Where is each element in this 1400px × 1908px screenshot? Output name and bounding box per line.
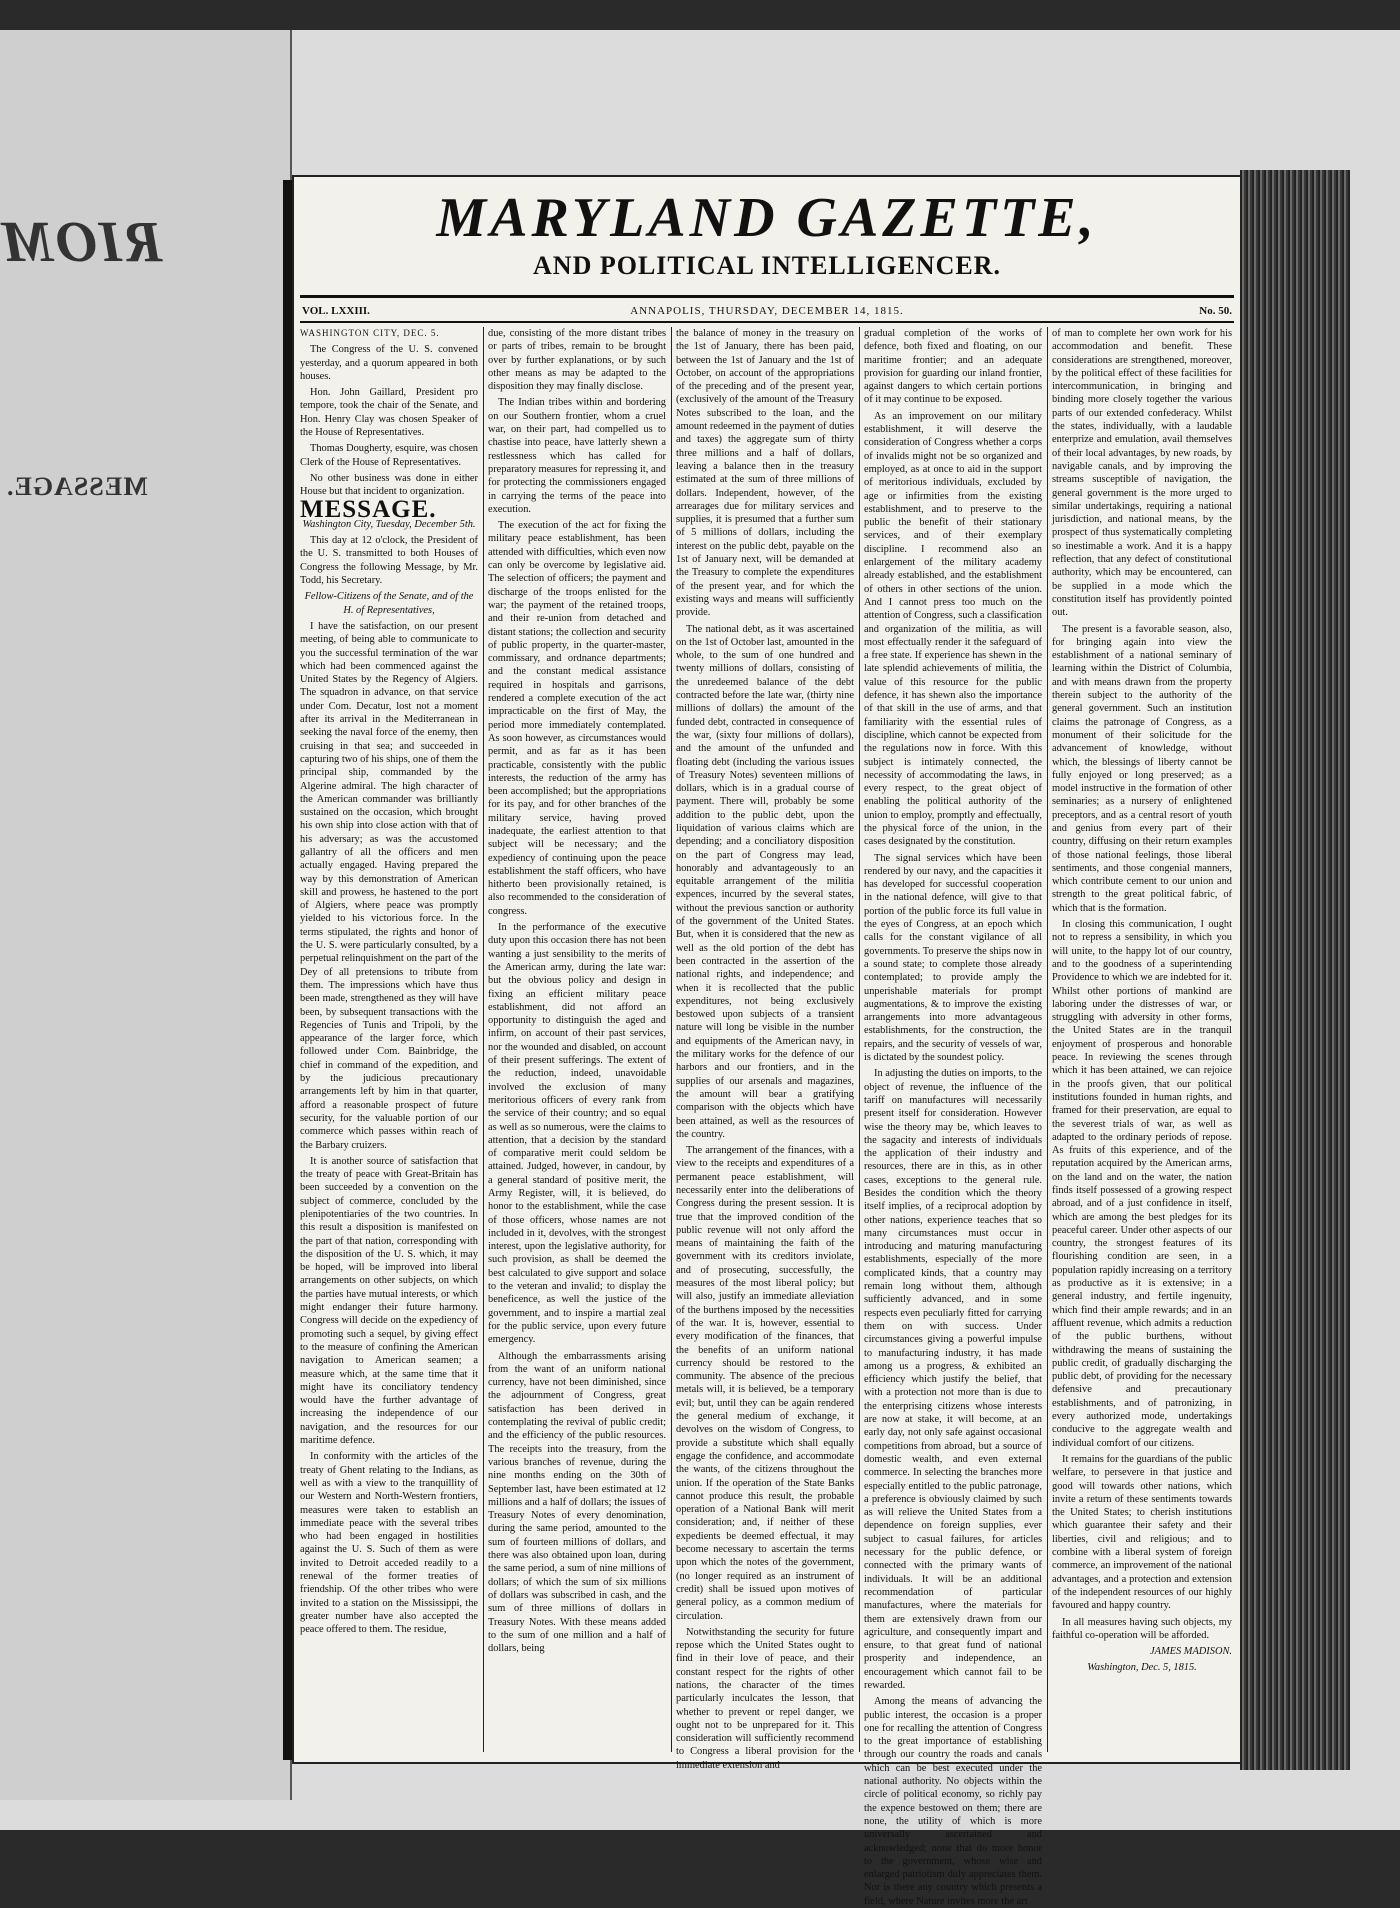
paragraph: I have the satisfaction, on our present meeting, of being able to communicate to you the successful termination of the war which had been commenced against the United States by the Regency of Algiers. The squadron in advance, on that service under Com. Decatur, lost not a moment after its arrival in the Mediterranean in seeking the naval force of the enemy, then cruising in that sea; and succeeded in capturing two of his ships, one of them the principal ship, commanded by the Algerine admiral. The high character of the American commander was brilliantly sustained on the occasion, which brought his own ship into close action with that of his adversary; as was the accustomed gallantry of all the officers and men actually engaged. Having prepared the way by this demonstration of American skill and prowess, he hastened to the port of Algiers, where peace was promptly yielded to his victorious force. In the terms stipulated, the rights and honor of the U. S. were particularly consulted, by a perpetual relinquishment on the part of the Dey of all pretensions to tribute from them. The impressions which have thus been made, strengthened as they will have been, by subsequent transactions with the Regencies of Tunis and Tripoli, by the appearance of the larger force, which followed under Com. Bainbridge, the chief in command of the expedition, and by the judicious precautionary arrangements left by him in that quarter, afford a reasonable prospect of future security, for the valuable portion of our commerce which passes within reach of the Barbary cruizers.: [300, 620, 478, 1151]
paragraph: Hon. John Gaillard, President pro tempore, took the chair of the Senate, and Hon. Henry Clay was chosen Speaker of the House of Representatives.: [300, 387, 478, 439]
newspaper-title: MARYLAND GAZETTE,: [436, 187, 1098, 249]
paragraph: Notwithstanding the security for future repose which the United States ought to find in their love of peace, and their constant respect for the rights of other nations, the character of the times particularly inculcates the lesson, that whether to prevent or repel danger, we ought not to be unprepared for it. This consideration will sufficiently recommend to Congress a liberal provision for the immediate extension and: [676, 1626, 854, 1771]
column-2: [488, 327, 666, 1752]
columns: [300, 327, 1234, 1907]
news-head: WASHINGTON CITY, DEC. 5.: [300, 328, 440, 338]
paragraph: of man to complete her own work for his accommodation and benefit. These considerations are strengthened, moreover, by the political effect of these facilities for intercommunication, in bringing and binding more closely together the various parts of our extended confederacy. Whilst the states, individually, with a laudable enterprize and emulation, avail themselves of their local advantages, by new roads, by navigable canals, and by improving the streams susceptible of navigation, the general government is the more urged to similar undertakings, requiring a national jurisdiction, and national means, by the prospect of thus systematically completing so inestimable a work. And it is a happy reflection, that any defect of constitutional authority, which may be encountered, can be supplied in a mode which the constitution itself has providently pointed out.: [1052, 328, 1232, 619]
masthead-rule: [300, 295, 1234, 298]
paragraph: Among the means of advancing the public interest, the occasion is a proper one for recalling the attention of Congress to the great importance of establishing through our country the roads and canals which can be best executed under the national authority. No objects within the circle of political economy, so richly pay the expence bestowed on them; there are none, the utility of which is more universally ascertained and acknowledged; none that do more honor to the government, whose wise and enlarged patriotism duly appreciates them. Nor is there any country which presents a field, where Nature invites more the art: [864, 1696, 1042, 1907]
paragraph: The Indian tribes within and bordering on our Southern frontier, whom a cruel war, on their part, had compelled us to chastise into peace, have latterly shewn a restlessness which has called for preparatory measures for repressing it, and for protecting the commissioners engaged in carrying the terms of the peace into execution.: [488, 397, 666, 515]
paragraph: Although the embarrassments arising from the want of an uniform national currency, have not been diminished, since the adjournment of Congress, great satisfaction has been derived in contemplating the revival of public credit; and the efficiency of the public resources. The receipts into the treasury, from the various branches of revenue, during the nine months ending on the 30th of September last, have been estimated at 12 millions and a half of dollars; the issues of Treasury Notes of every denomination, during the same period, amounted to the sum of fourteen millions of dollars, and there was also obtained upon loan, during the same period, a sum of nine millions of dollars; of which the sum of six millions of dollars was subscribed in cash, and the sum of three millions of dollars in Treasury Notes. With these means added to the sum of one million and a half of dollars, being: [488, 1350, 666, 1655]
paragraph: Thomas Dougherty, esquire, was chosen Clerk of the House of Representatives.: [300, 443, 478, 468]
paragraph: It is another source of satisfaction that the treaty of peace with Great-Britain has been succeeded by a convention on the subject of commerce, concluded by the plenipotentiaries of the two countries. In this result a disposition is manifested on the part of that nation, corresponding with the disposition of the U. S. which, it may be hoped, will be improved into liberal arrangements on other subjects, on which the parties have mutual interests, or which might endanger their future harmony. Congress will decide on the expediency of promoting such a sequel, by giving effect to the measure of confining the American navigation to American seamen; a measure which, at the same time that it might have its conciliatory tendency would have the further advantage of increasing the independence of our navigation, and the resources for our maritime defence.: [300, 1155, 478, 1447]
dateline-rule: [300, 321, 1234, 323]
book-page-edges: [1240, 170, 1350, 1770]
paragraph: The execution of the act for fixing the military peace establishment, has been attended with difficulties, which even now can only be overcome by legislative aid. The selection of officers; the payment and discharge of the troops enlisted for the war; the payment of the retained troops, and their re-union from detached and distant stations; the collection and security of public property, in the quarter-master, commissary, and ordnance departments; and the constant medical assistance required in hospitals and garrisons, rendered a complete execution of the act impracticable on the first of May, the period more immediately contemplated. As soon however, as circumstances would permit, and as far as it has been practicable, consistently with the public interests, the reduction of the army has been accomplished; but the appropriations for its pay, and for other branches of the military service, having proved inadequate, the earliest attention to that subject will be necessary; and the expediency of continuing upon the peace establishment the staff officers, who have hitherto been provisionally retained, is also recommended to the consideration of congress.: [488, 520, 666, 917]
newspaper-page: [292, 175, 1242, 1907]
newspaper-subtitle: AND POLITICAL INTELLIGENCER.: [533, 251, 1001, 280]
paragraph: The Congress of the U. S. convened yesterday, and a quorum appeared in both houses.: [300, 344, 478, 382]
dateline: [300, 301, 1234, 321]
paragraph: In adjusting the duties on imports, to the object of revenue, the influence of the tariff on manufactures will necessarily present itself for consideration. However wise the theory may be, which leaves to the sagacity and interests of individuals the application of their industry and resources, there are in this, as in other cases, exceptions to the general rule. Besides the condition which the theory itself implies, of a reciprocal adoption by other nations, experience teaches that so many circumstances must occur in introducing and maturing manufacturing establishments, especially of the more complicated kinds, that a country may remain long without them, although sufficiently advanced, and in some respects even peculiarly fitted for carrying them on with success. Under circumstances giving a powerful impulse to manufacturing industry, it has made among us a progress, & exhibited an efficiency which justify the belief, that with a protection not more than is due to the enterprising citizens whose interests are now at stake, it will become, at an early day, not only safe against occasional competitions from abroad, but a source of domestic wealth, and even external commerce. In selecting the branches more especially entitled to the public patronage, a preference is obviously claimed by such as will relieve the United States from a dependence on foreign supplies, ever subject to casual failures, for articles necessary for the public defence, or connected with the primary wants of individuals. It will be an additional recommendation of particular manufactures, where the materials for them are extensively drawn from our agriculture, and consequently impart and ensure, to that great fund of national prosperity and independence, an encouragement which cannot fail to be rewarded.: [864, 1068, 1042, 1691]
paragraph: The national debt, as it was ascertained on the 1st of October last, amounted in the whole, to the sum of one hundred and twenty millions of dollars, consisting of the unredeemed balance of the debt contracted before the late war, (thirty nine millions of dollars) the amount of the funded debt, contracted in consequence of the war, (sixty four millions of dollars), and the amount of the unfunded and floating debt (including the various issues of Treasury Notes) seventeen millions of dollars, which is in a gradual course of payment. There will, probably be some addition to the public debt, upon the liquidation of various claims which are depending; and a conciliatory disposition on the part of Congress may lead, honorably and advantageously to an equitable arrangement of the militia expences, incurred by the several states, without the previous sanction or authority of the government of the United States. But, when it is considered that the new as well as the old portion of the debt has been contracted in the assertion of the national rights, and independence; and when it is recollected that the public expenditures, not being exclusively bestowed upon subjects of a transient nature will long be visible in the number and equipments of the American navy, in the military works for the defence of our harbors and our frontiers, and in the supplies of our arsenals and magazines, the amount will bear a gratifying comparison with the objects which have been attained, as well as the resources of the country.: [676, 623, 854, 1140]
paragraph: gradual completion of the works of defence, both fixed and floating, on our maritime frontier; and an adequate provision for guarding our inland frontier, against dangers to which certain portions of it may continue to be exposed.: [864, 328, 1042, 406]
paragraph: In closing this communication, I ought not to repress a sensibility, in which you will unite, to the happy lot of our country, and to the goodness of a superintending Providence to which we are indebted for it. Whilst other portions of mankind are laboring under the distresses of war, or struggling with adversity in other forms, the United States are in the tranquil enjoyment of prosperous and honorable peace. In reviewing the scenes through which it has been attained, we can rejoice in the proofs given, that our political institutions founded in human rights, and framed for their preservation, are equal to the severest trials of war, as well as adapted to the ordinary periods of repose. As fruits of this experience, and of the reputation acquired by the American arms, on the land and on the water, the nation finds itself possessed of a growing respect abroad, and of a just confidence in itself, which are among the best pledges for its peaceful career. Under other aspects of our country, the strongest features of its flourishing condition are seen, in a population rapidly increasing on a territory as productive as it is extensive; in a general industry, and fertile ingenuity, which find their ample rewards; and in an affluent revenue, which admits a reduction of the public burthens, without withdrawing the means of sustaining the public credit, of gradually discharging the public debt, of providing for the necessary defensive and precautionary establishments, and of patronizing, in every authorized mode, undertakings conducive to the aggregate wealth and individual comfort of our citizens.: [1052, 919, 1232, 1449]
signature-place: Washington, Dec. 5, 1815.: [1087, 1662, 1197, 1674]
paragraph: This day at 12 o'clock, the President of the U. S. transmitted to both Houses of Congress the following Message, by Mr. Todd, his Secretary.: [300, 535, 478, 587]
column-rule: [859, 327, 860, 1752]
paragraph: The present is a favorable season, also, for bringing again into view the establishment of a national seminary of learning within the District of Columbia, and with means drawn from the property therein subject to the authority of the general government. Such an institution claims the patronage of Congress, as a monument of their solicitude for the advancement of knowledge, without which, the blessings of liberty cannot be fully enjoyed or long preserved; as a model instructive in the formation of other seminaries; as a nursery of enlightened preceptors, and as a central resort of youth and genius from every part of their country, diffusing on their return examples of those national feelings, those liberal sentiments, and those congenial manners, which contribute cement to our union and strength to the great political fabric, of which that is the formation.: [1052, 623, 1232, 914]
paragraph: It remains for the guardians of the public welfare, to persevere in that justice and good will towards other nations, which invite a return of these sentiments towards the United States; to cherish institutions which guarantee their safety and their liberties, civil and religious; and to combine with a liberal system of foreign commerce, an improvement of the national advantages, and a protection and extension of the independent resources of our highly favoured and happy country.: [1052, 1453, 1232, 1612]
volume-number: VOL. LXXIII.: [302, 305, 370, 317]
paragraph: No other business was done in either House but that incident to organization.: [300, 472, 478, 498]
issue-date: ANNAPOLIS, THURSDAY, DECEMBER 14, 1815.: [630, 305, 904, 317]
left-masthead-fragment: RIOM: [0, 209, 163, 274]
column-5: [1052, 327, 1232, 1752]
column-4: [864, 327, 1042, 1907]
salutation: Fellow-Citizens of the Senate, and of the H. of Representatives,: [304, 591, 474, 616]
signature: JAMES MADISON.: [1150, 1646, 1232, 1658]
paragraph: In conformity with the articles of the treaty of Ghent relating to the Indians, as well as with a view to the tranquillity of our Western and North-Western frontiers, measures were taken to establish an immediate peace with the several tribes who had been engaged in hostilities against the U. S. Such of them as were invited to Detroit acceded readily to a renewal of the former treaties of friendship. Of the other tribes who were invited to a station on the Mississippi, the greater number have also accepted the peace offered to them. The residue,: [300, 1451, 478, 1636]
column-rule: [671, 327, 672, 1752]
left-page-fragment: [0, 30, 292, 1800]
masthead: [294, 187, 1240, 281]
paragraph: As an improvement on our military establishment, it will deserve the consideration of Congress whether a corps of invalids might not be so organized and employed, as at once to aid in the support of meritorious individuals, excluded by age or infirmities from the existing establishment, and to preserve to the public the benefit of their stationary services, and of their exemplary discipline. I recommend also an enlargement of the military academy already established, and the establishment of others in other sections of the union. And I cannot press too much on the attention of Congress, such a classification and organization of the militia, as will most effectually render it the safeguard of a free state. If experience has shewn in the late splendid achievements of militia, the value of this resource for the public defence, it has shewn also the importance of that skill in the use of arms, and that familiarity with the essential rules of discipline, which cannot be expected from the regulations now in force. With this subject is intimately connected, the necessity of accommodating the laws, in every respect, to the great object of enabling the political authority of the union to employ, promptly and effectually, the physical force of the union, in the cases designated by the constitution.: [864, 410, 1042, 848]
left-column-fragment: [6, 180, 274, 1800]
message-heading: MESSAGE.: [300, 495, 437, 523]
column-rule: [1047, 327, 1048, 1752]
paragraph: The arrangement of the finances, with a view to the receipts and expenditures of a permanent peace establishment, will necessarily enter into the deliberations of Congress during the present session. It is true that the improved condition of the public revenue will not only afford the means of maintaining the faith of the government with its creditors inviolate, and of prosecuting, successfully, the measures of the most liberal policy; but will also, justify an immediate alleviation of the burthens imposed by the necessities of the war. It is, however, essential to every modification of the finances, that the benefits of an uniform national currency should be restored to the community. The absence of the precious metals will, it is believed, be a temporary evil; but, until they can be again rendered the general medium of exchange, it devolves on the wisdom of Congress, to provide a substitute which shall equally engage the confidence, and accommodate the wants, of the citizens throughout the union. If the operation of the State Banks cannot produce this result, the probable operation of a National Bank will merit consideration; and, if neither of these expedients be deemed effectual, it may become necessary to ascertain the terms upon which the notes of the government, (no longer required as an instrument of credit) shall be issued upon motives of general policy, as a common medium of circulation.: [676, 1145, 854, 1622]
paragraph: the balance of money in the treasury on the 1st of January, there has been paid, between the 1st of January and the 1st of October, on account of the appropriations of the preceding and of the present year, (exclusively of the amount of the Treasury Notes subscribed to the loan, and the amount redeemed in the payment of duties and taxes) the aggregate sum of thirty three millions and a half of dollars, leaving a balance then in the treasury estimated at the sum of three millions of dollars. Independent, however, of the arrearages due for military services and supplies, it is presumed that a further sum of 5 millions of dollars, including the interest on the public debt, payable on the 1st of January next, will be demanded at the Treasury to complete the expenditures of the present year, and for which the existing ways and means will sufficiently provide.: [676, 328, 854, 619]
message-dateline: Washington City, Tuesday, December 5th.: [302, 518, 476, 530]
left-heading-fragment: MESSAGE.: [6, 472, 148, 501]
paragraph: In the performance of the executive duty upon this occasion there has not been wanting a just sensibility to the merits of the American army, during the late war: but the obvious policy and design in fixing an efficient military peace establishment, did not afford an opportunity to distinguish the aged and infirm, on account of their past services, nor the wounded and disabled, on account of their present sufferings. The extent of the reduction, indeed, unavoidable involved the exclusion of many meritorious officers of every rank from the service of their country; and so equal as well as so numerous, were the claims to attention, that a decision by the standard of comparative merit could seldom be attained. Judged, however, in candour, by a general standard of positive merit, the Army Register, will, it is believed, do honor to the establishment, while the case of those officers, whose names are not included in it, devolves, with the strongest interest, upon the legislative authority, for such provision, as shall be deemed the best calculated to give support and solace to the veteran and invalid; to display the beneficence, as well the justice of the government, and to inspire a martial zeal for the public service, upon every future emergency.: [488, 922, 666, 1346]
paragraph: The signal services which have been rendered by our navy, and the capacities it has developed for successful cooperation in the national defence, will give to that portion of the public force its full value in the eyes of Congress, at an epoch which calls for the constant vigilance of all governments. To preserve the ships now in a sound state; to complete those already contemplated; to provide amply the unperishable materials for prompt augmentations, & to improve the existing arrangements into more advantageous establishments, for the construction, the repairs, and the security of vessels of war, is dictated by the soundest policy.: [864, 852, 1042, 1064]
issue-number: No. 50.: [1199, 305, 1232, 317]
paragraph: due, consisting of the more distant tribes or parts of tribes, remain to be brought over by further explanations, or by such other means as may be adapted to the disposition they may finally disclose.: [488, 328, 666, 393]
column-rule: [483, 327, 484, 1752]
column-3: [676, 327, 854, 1771]
column-1: [300, 327, 478, 1752]
paragraph: In all measures having such objects, my faithful co-operation will be afforded.: [1052, 1616, 1232, 1641]
